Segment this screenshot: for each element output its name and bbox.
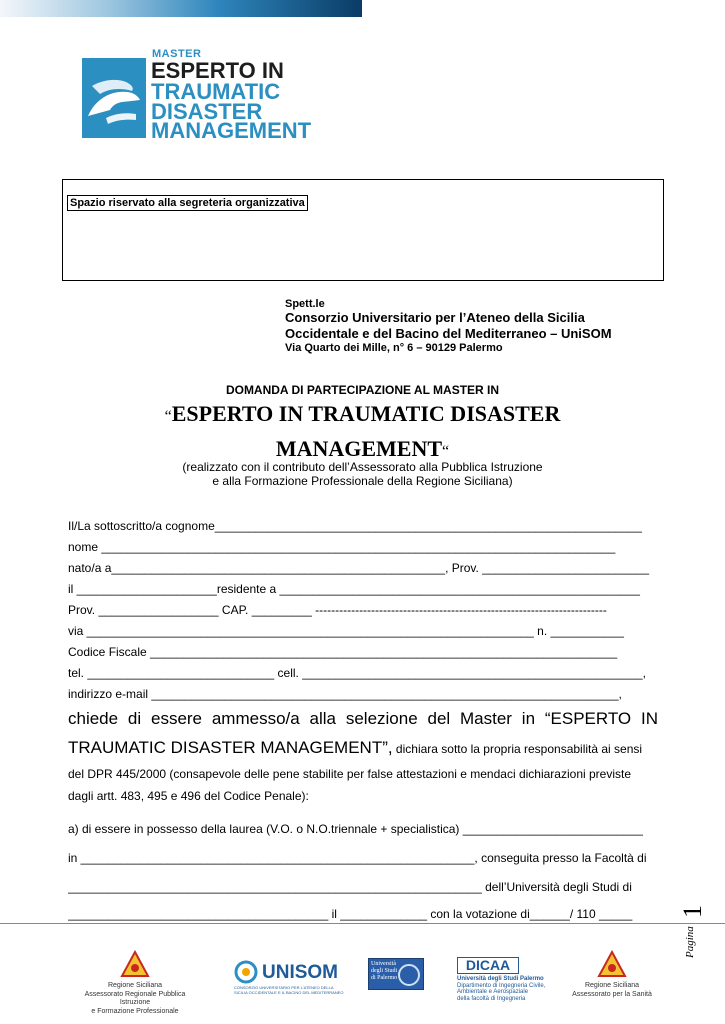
recipient-spett: Spett.le [285, 298, 325, 310]
form-line-universita[interactable]: ______________________________________________________________ dell’Università degli Studi di [68, 880, 632, 894]
unipa-line3: di Palermo [371, 975, 398, 981]
dicaa-caption [457, 976, 567, 1002]
logo-title-line3: DISASTER [151, 99, 263, 124]
footer-regione1-caption [75, 982, 195, 1016]
page-label: Pagina [684, 926, 696, 958]
dicaa-caption-line4: della facoltà di Ingegneria [457, 995, 526, 1002]
form-line-residente[interactable]: il _____________________residente a ______________________________________________________ [68, 582, 640, 596]
request-line1: chiede di essere ammesso/a alla selezione del Master in “ESPERTO IN [68, 709, 658, 728]
form-line-laurea[interactable]: a) di essere in possesso della laurea (V.O. o N.O.triennale + specialistica) ___________________________ [68, 822, 643, 836]
footer-divider [0, 923, 725, 924]
form-line-nato[interactable]: nato/a a__________________________________________________, Prov. _________________________ [68, 561, 650, 575]
form-line-via[interactable]: via ___________________________________________________________________ n. ___________ [68, 624, 624, 638]
logo-master-label: MASTER [152, 48, 202, 60]
application-heading: DOMANDA DI PARTECIPAZIONE AL MASTER IN [225, 383, 500, 397]
regione1-caption-line2: Assessorato Regionale Pubblica Istruzione [84, 990, 186, 1006]
unisom-wordmark: UNISOM [262, 962, 338, 983]
form-line-tel-cell[interactable]: tel. ____________________________ cell. ___________________________________________________, [68, 666, 646, 680]
secretary-box-label: Spazio riservato alla segreteria organizzativa [67, 195, 308, 211]
dicaa-caption-line1: Università degli Studi Palermo [457, 976, 544, 982]
title-close-quote: “ [442, 443, 450, 460]
page-number-value: 1 [678, 905, 707, 918]
title-line1: ESPERTO IN TRAUMATIC DISASTER [171, 401, 561, 426]
unisom-subtitle: CONSORZIO UNIVERSITARIO PER L'ATENEO DELLA SICILIA OCCIDENTALE E IL BACINO DEL MEDITERRANEO [234, 985, 344, 995]
unipa-logo [368, 958, 424, 990]
subtitle-line2: e alla Formazione Professionale della Regione Siciliana) [212, 474, 513, 488]
request-master-name: TRAUMATIC DISASTER MANAGEMENT”, [68, 738, 393, 757]
recipient-name-line2: Occidentale e del Bacino del Mediterraneo – UniSOM [285, 326, 612, 341]
regione2-caption-line2: Assessorato per la Sanità [572, 990, 652, 998]
master-logo-hands-icon [82, 58, 146, 138]
logo-title-line2: TRAUMATIC [151, 79, 281, 104]
logo-title-line4: MANAGEMENT [151, 118, 312, 143]
logo-title-line1: ESPERTO IN [151, 58, 284, 83]
request-line2 [68, 738, 658, 758]
unipa-line2: degli Studi [371, 968, 398, 974]
form-line-email[interactable]: indirizzo e-mail ______________________________________________________________________, [68, 687, 622, 701]
recipient-address: Via Quarto dei Mille, n° 6 – 90129 Palermo [285, 342, 503, 354]
footer-regione2-caption [560, 982, 664, 999]
form-line-cognome[interactable]: Il/La sottoscritto/a cognome________________________________________________________________ [68, 519, 642, 533]
recipient-name-line1: Consorzio Universitario per l’Ateneo della Sicilia [285, 310, 585, 325]
top-banner-bar [0, 0, 362, 17]
request-line4: dagli artt. 483, 495 e 496 del Codice Penale): [68, 789, 309, 803]
regione-siciliana-sanita-crest-icon [597, 950, 627, 980]
title-line2: MANAGEMENT [275, 436, 443, 461]
dicaa-logo: DICAA [457, 957, 519, 974]
regione1-caption-line3: e Formazione Professionale [91, 1007, 179, 1015]
form-line-nome[interactable]: nome _____________________________________________________________________________ [68, 540, 616, 554]
unipa-line1: Università [371, 961, 396, 967]
dicaa-caption-line2: Dipartimento di Ingegneria Civile, [457, 982, 546, 989]
form-line-votazione[interactable]: _______________________________________ il _____________ con la votazione di______/ 110 _____ [68, 907, 633, 921]
regione1-caption-line1: Regione Siciliana [107, 982, 163, 989]
regione2-caption-line1: Regione Siciliana [584, 982, 640, 989]
regione-siciliana-crest-icon [120, 950, 150, 980]
dicaa-caption-line3: Ambientale e Aerospaziale [457, 989, 529, 995]
master-title [60, 398, 665, 468]
unipa-seal-icon [398, 964, 420, 986]
subtitle-line1: (realizzato con il contributo dell’Assessorato alla Pubblica Istruzione [182, 460, 543, 474]
form-line-prov-cap[interactable]: Prov. __________________ CAP. _________ ------------------------------------------------------------------------- [68, 603, 607, 617]
unisom-logo-icon [234, 960, 262, 984]
page-number [676, 898, 716, 958]
request-declaration: dichiara sotto la propria responsabilità ai sensi [392, 742, 643, 756]
form-line-codice-fiscale[interactable]: Codice Fiscale ______________________________________________________________________ [68, 645, 618, 659]
request-line3: del DPR 445/2000 (consapevole delle pene stabilite per false attestazioni e mendaci dichiarazioni previste [68, 767, 632, 781]
title-open-quote: “ [164, 408, 172, 425]
form-line-in-facolta[interactable]: in ___________________________________________________________, conseguita presso la Facoltà di [68, 851, 647, 865]
